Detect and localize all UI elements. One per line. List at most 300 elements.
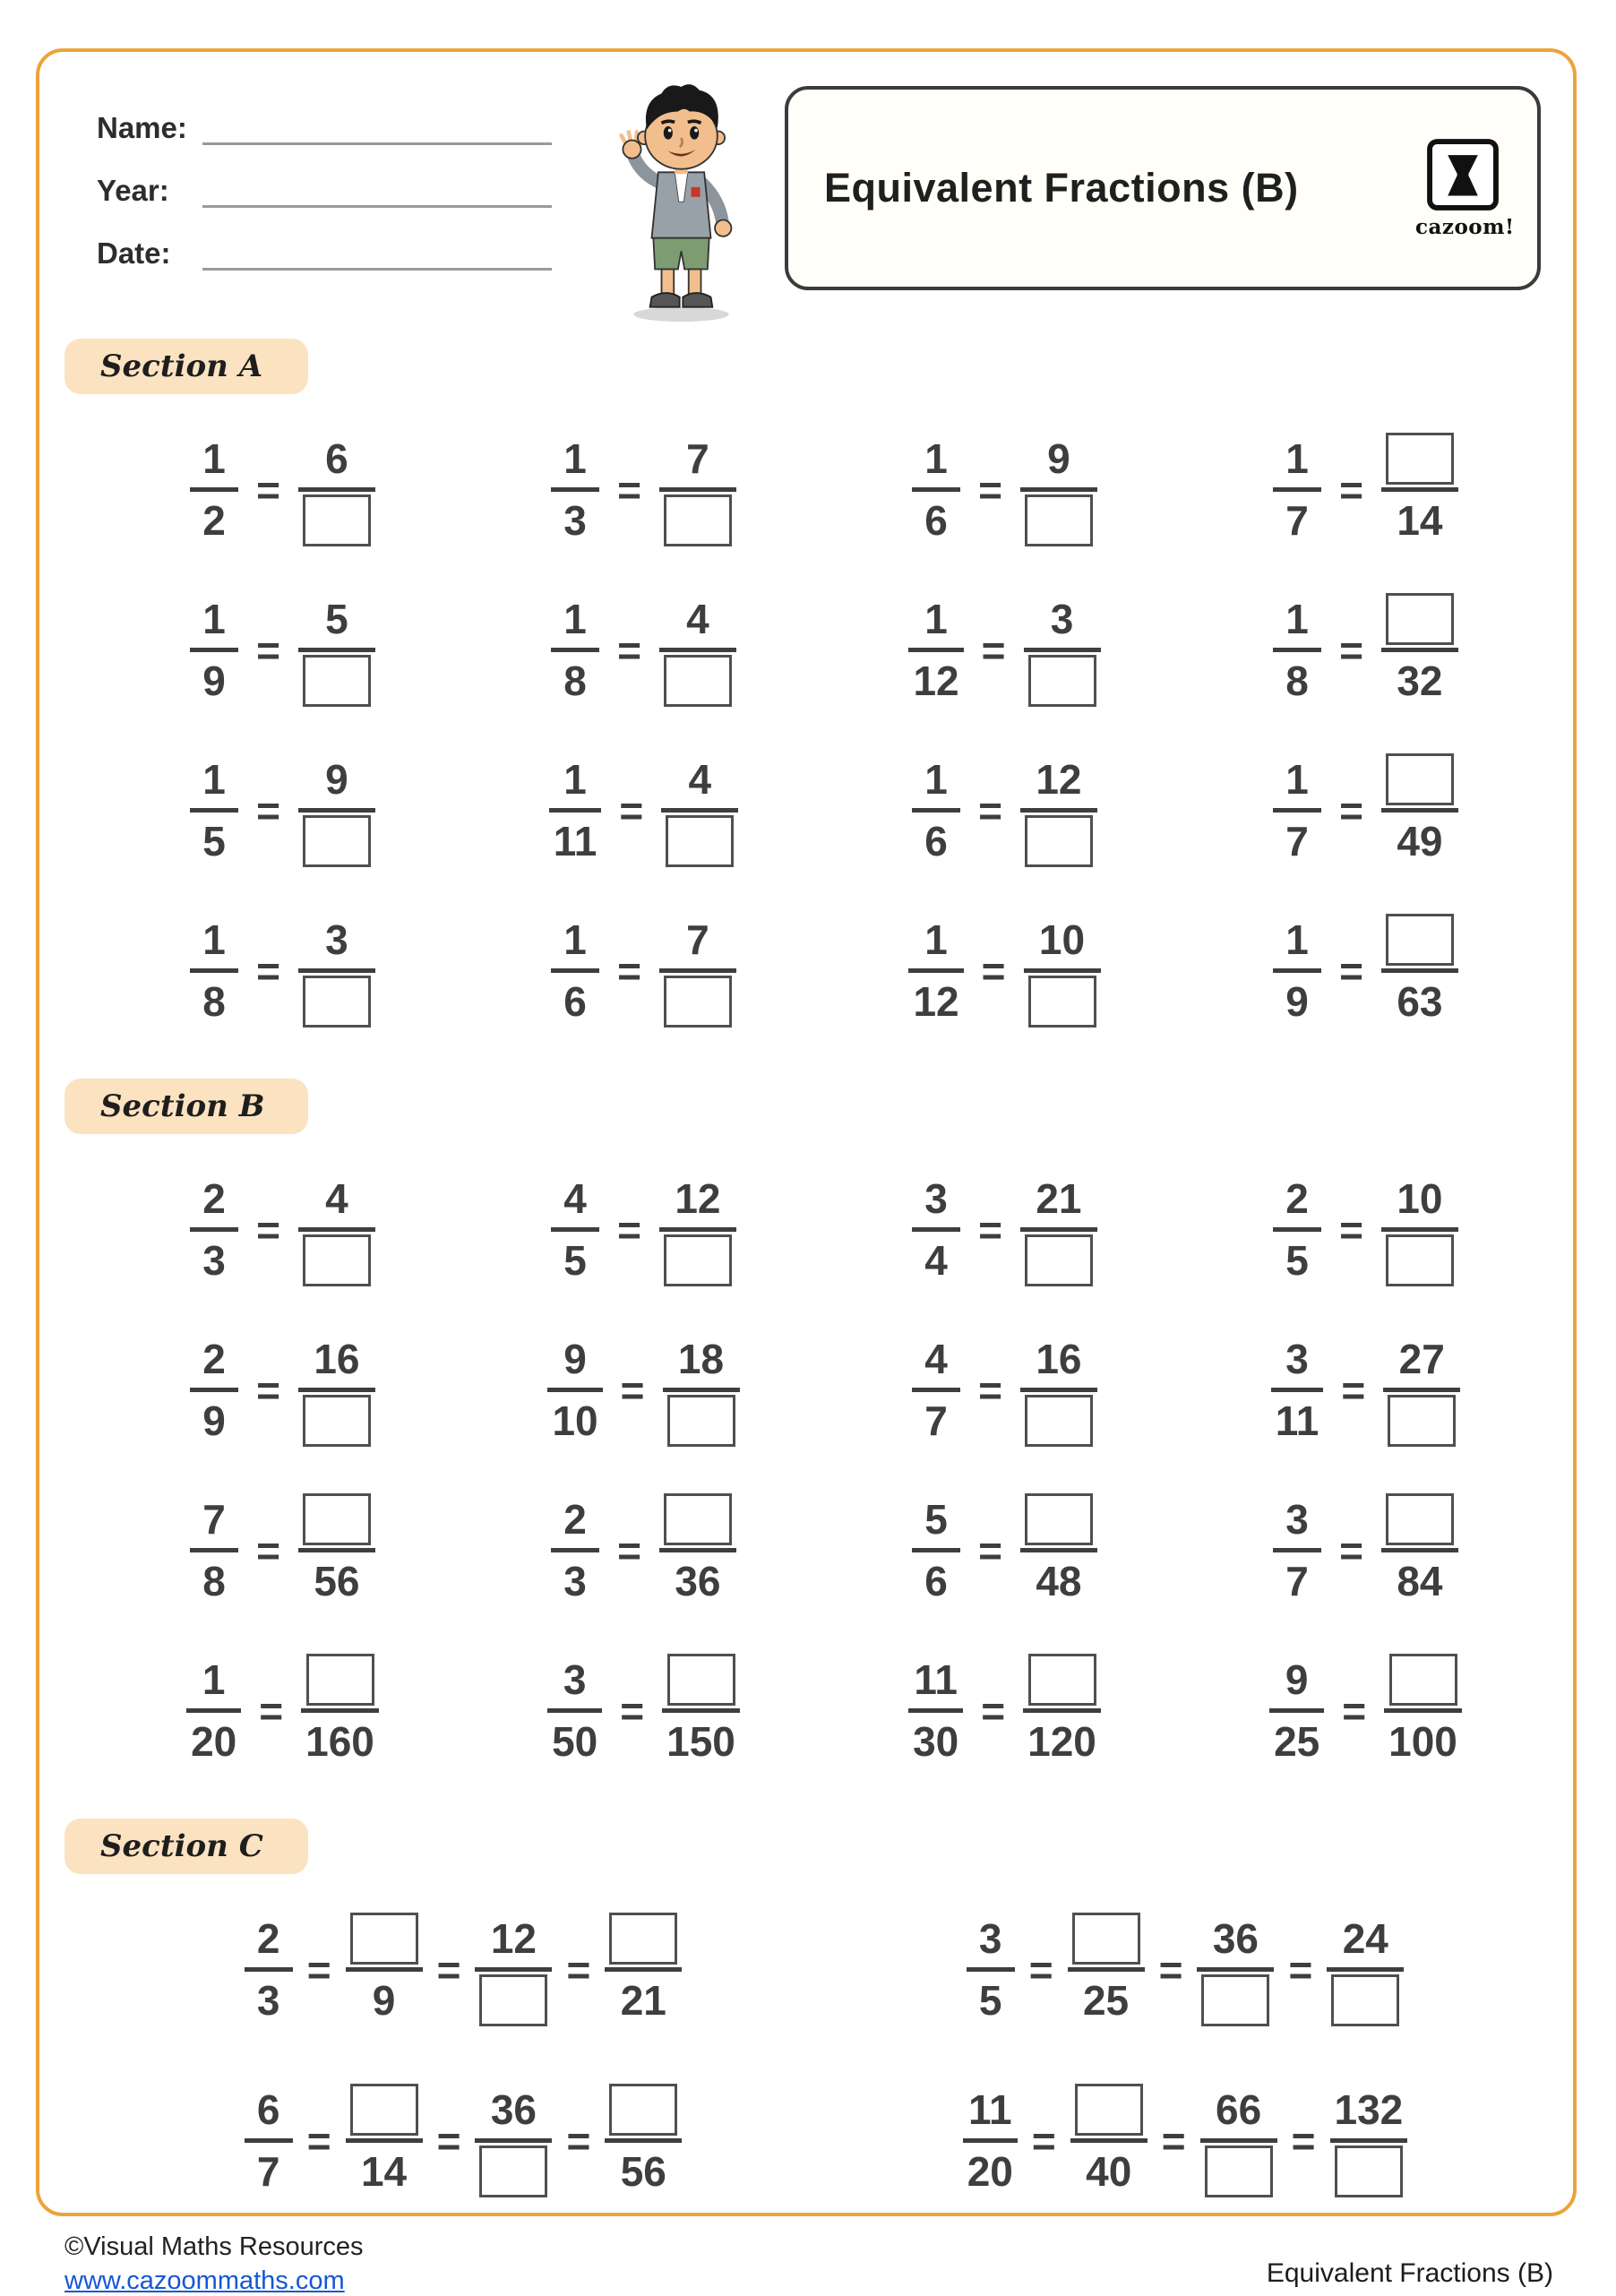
fraction-value: 3: [563, 1656, 587, 1703]
fraction-value: 5: [325, 596, 348, 642]
answer-box[interactable]: [303, 976, 371, 1028]
section-b: [39, 1079, 1573, 1770]
answer-box[interactable]: [1205, 2146, 1273, 2197]
fraction-value: 8: [202, 1558, 226, 1604]
fraction: [1381, 430, 1458, 549]
fraction: [1020, 430, 1097, 549]
fraction-answer-part: [1020, 1392, 1097, 1449]
fraction-value: 40: [1086, 2148, 1132, 2195]
fraction-value: 7: [202, 1496, 226, 1543]
fraction-value: 10: [1397, 1175, 1443, 1222]
fraction-value: 4: [563, 1175, 587, 1222]
fraction: [1024, 911, 1101, 1030]
fraction: [551, 1491, 599, 1610]
fraction-answer-part: [659, 652, 736, 709]
year-label: Year:: [97, 174, 169, 207]
fraction-value: 120: [1027, 1718, 1096, 1765]
fraction-value: 36: [1212, 1915, 1259, 1962]
fraction-value: 36: [490, 2086, 537, 2133]
year-input-line[interactable]: [202, 172, 552, 208]
fraction: [346, 1910, 423, 2029]
fraction: [1020, 751, 1097, 870]
fraction-value: 8: [563, 658, 587, 704]
answer-box[interactable]: [1386, 1234, 1454, 1286]
fraction: [551, 1170, 599, 1289]
section-label: Section B: [64, 1079, 308, 1134]
fraction-value: 6: [924, 818, 948, 864]
fraction-answer-part: [659, 973, 736, 1030]
equals-sign: =: [566, 1946, 591, 1993]
fraction: [912, 1330, 960, 1449]
equals-sign: =: [978, 1206, 1002, 1253]
cazoom-logo-text: cazoom!: [1415, 215, 1515, 239]
equals-sign: =: [978, 1526, 1002, 1574]
problem-grid: [102, 430, 1546, 1030]
date-field-row: [97, 235, 594, 271]
student-mascot-illustration: [594, 77, 769, 328]
fraction-problem: [1273, 911, 1458, 1030]
answer-box[interactable]: [350, 2084, 418, 2136]
equals-sign: =: [256, 466, 280, 513]
answer-box[interactable]: [303, 1395, 371, 1447]
fraction-value: 25: [1082, 1977, 1130, 2024]
fraction-value: 7: [1285, 1558, 1309, 1604]
year-field-row: [97, 172, 594, 208]
fraction-problem: [190, 1330, 375, 1449]
answer-box[interactable]: [1388, 1395, 1456, 1447]
answer-box[interactable]: [1072, 1913, 1140, 1965]
fraction: [1383, 1330, 1460, 1449]
fraction-answer-part: [1381, 1232, 1458, 1289]
name-input-line[interactable]: [202, 109, 552, 145]
fraction-value: 16: [314, 1336, 360, 1382]
fraction: [1070, 2081, 1148, 2200]
fraction: [1381, 1170, 1458, 1289]
fraction-answer-part: [1024, 652, 1101, 709]
equals-sign: =: [256, 1526, 280, 1574]
fraction-value: 6: [924, 497, 948, 544]
fraction-value: 49: [1397, 818, 1443, 864]
fraction-problem: [912, 1330, 1097, 1449]
fraction-problem: [912, 430, 1097, 549]
fraction: [1269, 1651, 1324, 1770]
fraction-answer-part: [475, 1972, 552, 2029]
fraction-problem: [1269, 1651, 1462, 1770]
fraction-value: 1: [924, 916, 948, 963]
answer-box[interactable]: [666, 815, 734, 867]
fraction-value: 7: [256, 2148, 280, 2195]
fraction: [1273, 751, 1321, 870]
fraction-problem: [1273, 751, 1458, 870]
fraction: [190, 430, 238, 549]
answer-box[interactable]: [303, 815, 371, 867]
equals-sign: =: [620, 1366, 645, 1414]
fraction-problem: [549, 751, 739, 870]
fraction: [1381, 1491, 1458, 1610]
answer-box[interactable]: [1389, 1654, 1457, 1706]
fraction-answer-part: [1383, 1392, 1460, 1449]
fraction: [245, 2081, 293, 2200]
equals-sign: =: [617, 1206, 641, 1253]
equals-sign: =: [981, 1687, 1006, 1734]
fraction-problem: [547, 1651, 740, 1770]
answer-box[interactable]: [303, 494, 371, 546]
student-info-fields: [97, 77, 594, 328]
fraction-answer-part: [346, 2081, 423, 2138]
problem-grid: [102, 1170, 1546, 1770]
answer-box[interactable]: [1331, 1974, 1399, 2026]
answer-box[interactable]: [667, 1654, 735, 1706]
answer-box[interactable]: [479, 2146, 547, 2197]
fraction-value: 1: [563, 916, 587, 963]
fraction: [551, 911, 599, 1030]
fraction-answer-part: [298, 492, 375, 549]
date-input-line[interactable]: [202, 235, 552, 271]
fraction: [1273, 911, 1321, 1030]
fraction-answer-part: [1020, 813, 1097, 870]
fraction: [912, 1170, 960, 1289]
answer-box[interactable]: [1386, 593, 1454, 645]
fraction-problem: [190, 1491, 375, 1610]
fraction-value: 6: [563, 978, 587, 1025]
equals-sign: =: [566, 2117, 591, 2164]
fraction: [661, 751, 738, 870]
equals-sign: =: [306, 2117, 331, 2164]
fraction-problem: [190, 751, 375, 870]
fraction-value: 6: [924, 1558, 948, 1604]
fraction-value: 7: [686, 435, 709, 482]
fraction-value: 14: [360, 2148, 408, 2195]
fraction-problem: [551, 590, 736, 709]
fraction-answer-part: [605, 2081, 682, 2138]
fraction-problem: [245, 2081, 683, 2200]
fraction-value: 36: [675, 1558, 721, 1604]
header: [39, 52, 1573, 328]
answer-box[interactable]: [1025, 815, 1093, 867]
fraction: [963, 2081, 1018, 2200]
cazoom-logo-icon: [1425, 137, 1500, 212]
answer-box[interactable]: [1201, 1974, 1269, 2026]
answer-box[interactable]: [1335, 2146, 1403, 2197]
fraction-answer-part: [1381, 911, 1458, 968]
fraction-problem: [1273, 1170, 1458, 1289]
answer-box[interactable]: [667, 1395, 735, 1447]
equals-sign: =: [306, 1946, 331, 1993]
problem-grid: [102, 1910, 1546, 2200]
fraction: [1381, 590, 1458, 709]
equals-sign: =: [617, 466, 641, 513]
fraction-value: 12: [490, 1915, 537, 1962]
fraction-value: 9: [202, 658, 226, 704]
fraction-value: 9: [1047, 435, 1070, 482]
fraction: [186, 1651, 241, 1770]
fraction-problem: [190, 911, 375, 1030]
fraction-value: 3: [924, 1175, 948, 1222]
fraction: [190, 1330, 238, 1449]
answer-box[interactable]: [1386, 433, 1454, 485]
fraction-value: 1: [202, 916, 226, 963]
fraction-value: 30: [913, 1718, 959, 1765]
worksheet-sheet: [36, 48, 1577, 2216]
fraction: [1020, 1330, 1097, 1449]
fraction: [659, 590, 736, 709]
equals-sign: =: [1031, 2117, 1056, 2164]
fraction-value: 9: [563, 1336, 587, 1382]
fraction-value: 3: [1050, 596, 1074, 642]
student-mascot-icon: [594, 77, 769, 323]
fraction: [912, 430, 960, 549]
fraction-answer-part: [605, 1910, 682, 1967]
equals-sign: =: [256, 947, 280, 994]
answer-box[interactable]: [1025, 1395, 1093, 1447]
answer-box[interactable]: [1025, 1234, 1093, 1286]
fraction-value: 1: [202, 596, 226, 642]
fraction-answer-part: [663, 1651, 740, 1708]
fraction-value: 5: [978, 1977, 1002, 2024]
fraction-problem: [908, 1651, 1101, 1770]
fraction: [659, 1170, 736, 1289]
fraction-value: 1: [1285, 596, 1309, 642]
answer-box[interactable]: [664, 976, 732, 1028]
name-label: Name:: [97, 111, 187, 144]
equals-sign: =: [978, 787, 1002, 834]
equals-sign: =: [1161, 2117, 1186, 2164]
answer-box[interactable]: [664, 494, 732, 546]
fraction-value: 7: [924, 1397, 948, 1444]
fraction: [1327, 1910, 1404, 2029]
fraction-value: 1: [563, 596, 587, 642]
equals-sign: =: [1339, 1526, 1363, 1574]
fraction-problem: [245, 1910, 683, 2029]
answer-box[interactable]: [303, 1493, 371, 1545]
fraction: [662, 1651, 740, 1770]
fraction-value: 7: [1285, 818, 1309, 864]
fraction: [298, 430, 375, 549]
footer-doc-title: Equivalent Fractions (B): [1266, 2258, 1553, 2288]
equals-sign: =: [1158, 1946, 1183, 1993]
fraction-value: 3: [1285, 1496, 1309, 1543]
fraction-answer-part: [475, 2143, 552, 2200]
equals-sign: =: [256, 1366, 280, 1414]
fraction-value: 3: [325, 916, 348, 963]
equals-sign: =: [256, 626, 280, 674]
fraction-value: 1: [1285, 916, 1309, 963]
answer-box[interactable]: [1028, 976, 1096, 1028]
fraction: [551, 430, 599, 549]
answer-box[interactable]: [1025, 1493, 1093, 1545]
copyright-text: ©Visual Maths Resources: [64, 2232, 364, 2261]
answer-box[interactable]: [303, 1234, 371, 1286]
fraction-value: 2: [202, 1175, 226, 1222]
fraction-value: 1: [924, 756, 948, 803]
fraction-value: 5: [924, 1496, 948, 1543]
fraction: [1020, 1491, 1097, 1610]
fraction-value: 48: [1036, 1558, 1082, 1604]
fraction-value: 50: [552, 1718, 598, 1765]
fraction-problem: [1273, 590, 1458, 709]
section-label: Section A: [64, 339, 308, 394]
equals-sign: =: [259, 1687, 284, 1734]
fraction-value: 3: [202, 1237, 226, 1284]
answer-box[interactable]: [1386, 753, 1454, 805]
fraction-value: 6: [325, 435, 348, 482]
answer-box[interactable]: [1025, 494, 1093, 546]
fraction-answer-part: [1020, 1491, 1097, 1548]
fraction-value: 21: [1036, 1175, 1082, 1222]
fraction-value: 8: [202, 978, 226, 1025]
fraction-value: 2: [256, 1915, 280, 1962]
fraction: [912, 751, 960, 870]
fraction-value: 5: [202, 818, 226, 864]
fraction-problem: [912, 1170, 1097, 1289]
answer-box[interactable]: [1386, 1493, 1454, 1545]
fraction: [301, 1651, 379, 1770]
fraction-value: 7: [1285, 497, 1309, 544]
fraction: [605, 2081, 682, 2200]
fraction-value: 3: [563, 1558, 587, 1604]
fraction: [475, 1910, 552, 2029]
fraction-problem: [908, 911, 1100, 1030]
fraction-answer-part: [1200, 2143, 1277, 2200]
equals-sign: =: [1339, 1206, 1363, 1253]
fraction: [1273, 430, 1321, 549]
fraction-answer-part: [659, 1232, 736, 1289]
fraction-value: 56: [620, 2148, 666, 2195]
equals-sign: =: [436, 1946, 461, 1993]
fraction-value: 16: [1036, 1336, 1082, 1382]
fraction-value: 21: [620, 1977, 666, 2024]
fraction-answer-part: [1070, 2081, 1148, 2138]
answer-box[interactable]: [664, 1493, 732, 1545]
fraction-value: 11: [1275, 1397, 1319, 1444]
fraction: [298, 590, 375, 709]
fraction-answer-part: [1068, 1910, 1145, 1967]
fraction-problem: [190, 590, 375, 709]
fraction-value: 14: [1397, 497, 1443, 544]
equals-sign: =: [617, 1526, 641, 1574]
fraction-value: 132: [1334, 2086, 1404, 2133]
fraction-value: 5: [1285, 1237, 1309, 1284]
fraction-answer-part: [346, 1910, 423, 1967]
fraction-value: 2: [563, 1496, 587, 1543]
fraction: [551, 590, 599, 709]
answer-box[interactable]: [609, 1913, 677, 1965]
fraction-answer-part: [1381, 751, 1458, 808]
fraction-problem: [551, 911, 736, 1030]
fraction-answer-part: [298, 973, 375, 1030]
fraction-value: 11: [914, 1656, 958, 1703]
website-link[interactable]: www.cazoommaths.com: [64, 2266, 345, 2295]
fraction-value: 12: [913, 978, 959, 1025]
fraction-answer-part: [1197, 1972, 1274, 2029]
answer-box[interactable]: [1028, 655, 1096, 707]
fraction-answer-part: [298, 1392, 375, 1449]
equals-sign: =: [1028, 1946, 1053, 1993]
answer-box[interactable]: [479, 1974, 547, 2026]
fraction: [298, 1330, 375, 1449]
fraction-problem: [1271, 1330, 1461, 1449]
fraction: [1273, 590, 1321, 709]
answer-box[interactable]: [303, 655, 371, 707]
fraction-value: 12: [913, 658, 959, 704]
fraction-answer-part: [1024, 973, 1101, 1030]
fraction: [659, 430, 736, 549]
fraction-value: 2: [202, 497, 226, 544]
equals-sign: =: [981, 947, 1006, 994]
fraction: [908, 1651, 963, 1770]
fraction: [908, 911, 963, 1030]
fraction-value: 6: [256, 2086, 280, 2133]
answer-box[interactable]: [609, 2084, 677, 2136]
equals-sign: =: [981, 626, 1006, 674]
answer-box[interactable]: [1075, 2084, 1143, 2136]
cazoom-logo: [1415, 137, 1515, 239]
fraction: [1381, 911, 1458, 1030]
fraction: [1384, 1651, 1462, 1770]
fraction-value: 3: [978, 1915, 1002, 1962]
fraction-problem: [908, 590, 1100, 709]
answer-box[interactable]: [306, 1654, 374, 1706]
fraction-value: 4: [325, 1175, 348, 1222]
equals-sign: =: [1342, 1687, 1367, 1734]
fraction-value: 12: [1036, 756, 1082, 803]
fraction-answer-part: [298, 1491, 375, 1548]
fraction: [547, 1651, 602, 1770]
fraction-problem: [912, 1491, 1097, 1610]
fraction-value: 2: [1285, 1175, 1309, 1222]
fraction-value: 63: [1397, 978, 1443, 1025]
answer-box[interactable]: [1386, 914, 1454, 966]
fraction: [1381, 751, 1458, 870]
answer-box[interactable]: [350, 1913, 418, 1965]
answer-box[interactable]: [664, 655, 732, 707]
fraction: [1200, 2081, 1277, 2200]
fraction-value: 84: [1397, 1558, 1443, 1604]
fraction-answer-part: [1020, 1232, 1097, 1289]
fraction-value: 1: [202, 435, 226, 482]
fraction-problem: [1273, 1491, 1458, 1610]
fraction-value: 66: [1216, 2086, 1262, 2133]
date-label: Date:: [97, 236, 171, 270]
fraction-value: 11: [967, 2086, 1012, 2133]
equals-sign: =: [1339, 466, 1363, 513]
fraction-value: 18: [677, 1336, 725, 1382]
fraction-answer-part: [659, 492, 736, 549]
fraction-value: 9: [1285, 978, 1309, 1025]
fraction: [659, 911, 736, 1030]
fraction: [659, 1491, 736, 1610]
fraction-value: 9: [325, 756, 348, 803]
equals-sign: =: [436, 2117, 461, 2164]
fraction: [967, 1910, 1015, 2029]
answer-box[interactable]: [664, 1234, 732, 1286]
fraction-value: 1: [202, 1656, 226, 1703]
fraction-answer-part: [1327, 1972, 1404, 2029]
fraction-value: 1: [563, 435, 587, 482]
equals-sign: =: [1291, 2117, 1316, 2164]
fraction: [1271, 1330, 1324, 1449]
fraction: [245, 1910, 293, 2029]
fraction-problem: [190, 1170, 375, 1289]
fraction: [547, 1330, 602, 1449]
equals-sign: =: [1339, 626, 1363, 674]
fraction: [912, 1491, 960, 1610]
fraction-value: 4: [686, 596, 709, 642]
fraction-answer-part: [659, 1491, 736, 1548]
fraction-value: 3: [1285, 1336, 1309, 1382]
answer-box[interactable]: [1028, 1654, 1096, 1706]
fraction-answer-part: [1330, 2143, 1407, 2200]
